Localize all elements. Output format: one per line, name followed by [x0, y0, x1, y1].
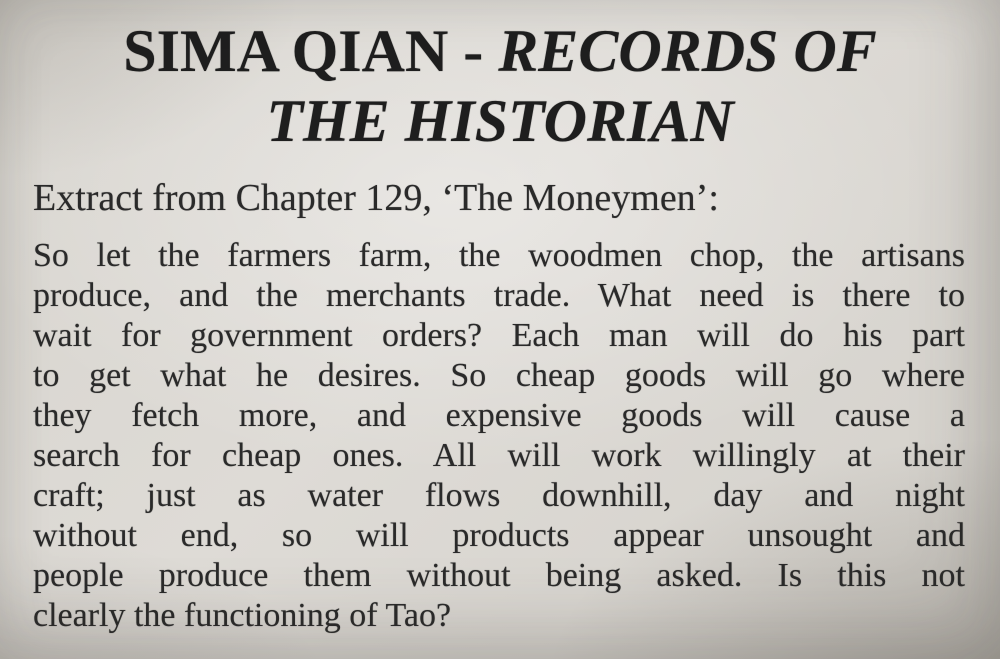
paragraph-line: people produce them without being asked. Is this not: [33, 557, 965, 594]
page-title: [20, 16, 980, 156]
paragraph-line: produce, and the merchants trade. What need is there to: [33, 277, 965, 314]
paragraph-line-last: clearly the functioning of Tao?: [33, 597, 452, 634]
page-title-plain-part: SIMA QIAN -: [123, 18, 499, 84]
paragraph-line: they fetch more, and expensive goods will cause a: [33, 397, 965, 434]
extract-paragraph: [33, 236, 965, 636]
paragraph-line: to get what he desires. So cheap goods will go where: [33, 357, 965, 394]
paragraph-line: without end, so will products appear unsought and: [33, 517, 965, 554]
paragraph-line: search for cheap ones. All will work willingly at their: [33, 437, 965, 474]
chapter-subtitle: Extract from Chapter 129, ‘The Moneymen’:: [33, 177, 719, 219]
paragraph-line: craft; just as water flows downhill, day and night: [33, 477, 965, 514]
page-title-italic-part-line2: THE HISTORIAN: [266, 88, 734, 154]
page-title-italic-part-line1: RECORDS OF: [498, 18, 877, 84]
paragraph-line: wait for government orders? Each man will do his part: [33, 317, 965, 354]
paragraph-line: So let the farmers farm, the woodmen chop, the artisans: [33, 237, 965, 274]
